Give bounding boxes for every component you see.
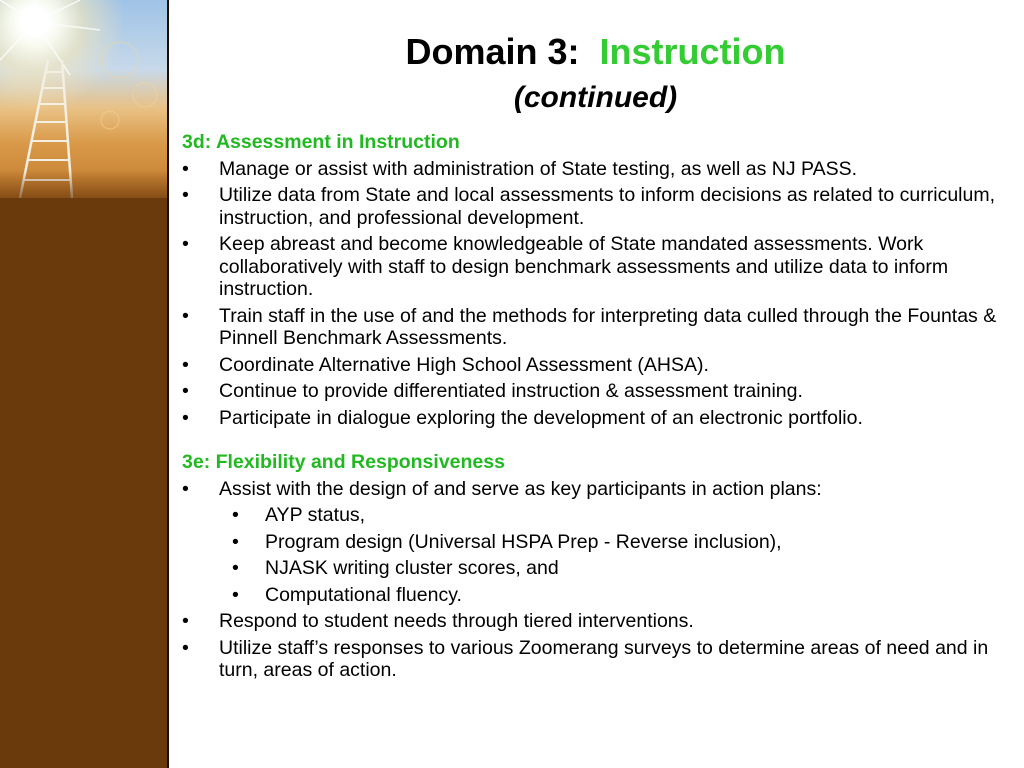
bullet: • bbox=[182, 157, 189, 180]
list-item bbox=[182, 233, 1002, 301]
title-accent: Instruction bbox=[599, 31, 786, 72]
bullet: • bbox=[182, 233, 189, 255]
bullet: • bbox=[182, 636, 189, 659]
list-item bbox=[182, 637, 1002, 682]
side-panel-fade bbox=[0, 170, 167, 210]
section-heading-3e: 3e: Flexibility and Responsiveness bbox=[182, 451, 505, 473]
bullet: • bbox=[232, 557, 239, 579]
sub-list-item bbox=[182, 531, 1002, 554]
side-decorative-panel bbox=[0, 0, 169, 768]
slide-content bbox=[182, 131, 1002, 682]
list-item bbox=[182, 158, 1002, 181]
section-heading-3d: 3d: Assessment in Instruction bbox=[182, 131, 460, 153]
list-item-text: Keep abreast and become knowledgeable of State mandated assessments. Work collaboratively with staff to design benchmark assessments and utilize data to inform instruction. bbox=[219, 233, 949, 300]
sub-list-item bbox=[182, 584, 1002, 607]
list-item-text: Continue to provide differentiated instruction & assessment training. bbox=[219, 380, 803, 402]
bullet: • bbox=[232, 583, 239, 606]
list-item-text: Assist with the design of and serve as key participants in action plans: bbox=[219, 477, 822, 500]
sun-ladder-image bbox=[0, 0, 167, 198]
list-item-text: Participate in dialogue exploring the development of an electronic portfolio. bbox=[219, 406, 863, 429]
list-item bbox=[182, 305, 1002, 350]
sub-list-item-text: Program design (Universal HSPA Prep - Reverse inclusion), bbox=[265, 530, 782, 553]
list-item-text: Coordinate Alternative High School Assessment (AHSA). bbox=[219, 353, 709, 376]
bullet: • bbox=[232, 530, 239, 553]
bullet: • bbox=[182, 353, 189, 376]
title-prefix: Domain 3: bbox=[405, 31, 580, 72]
bullet: • bbox=[182, 380, 189, 402]
bullet: • bbox=[182, 406, 189, 429]
bullet: • bbox=[232, 504, 239, 526]
list-item bbox=[182, 354, 1002, 377]
list-item bbox=[182, 407, 1002, 430]
list-item bbox=[182, 184, 1002, 229]
list-item bbox=[182, 380, 1002, 403]
sub-list-item-text: Computational fluency. bbox=[265, 583, 462, 606]
list-item-text: Utilize staff’s responses to various Zoomerang surveys to determine areas of need and in turn, areas of action. bbox=[219, 636, 989, 681]
list-item bbox=[182, 478, 1002, 501]
slide-subtitle: (continued) bbox=[513, 81, 678, 114]
bullet: • bbox=[182, 304, 189, 327]
sub-list-item-text: AYP status, bbox=[265, 504, 366, 526]
list-item-text: Respond to student needs through tiered interventions. bbox=[219, 610, 694, 632]
list-item-text: Utilize data from State and local assessments to inform decisions as related to curriculum, instruction, and professional development. bbox=[219, 184, 996, 229]
bullet: • bbox=[182, 477, 189, 500]
sub-list-item-text: NJASK writing cluster scores, and bbox=[265, 557, 559, 579]
sub-list-item bbox=[182, 504, 1002, 527]
slide-title bbox=[167, 30, 1024, 74]
list-item-text: Train staff in the use of and the methods for interpreting data culled through the Fountas & Pinnell Benchmark Assessments. bbox=[219, 304, 997, 349]
list-item-text: Manage or assist with administration of State testing, as well as NJ PASS. bbox=[219, 157, 858, 180]
section-spacer bbox=[182, 429, 1002, 451]
sub-list-item bbox=[182, 557, 1002, 580]
list-item bbox=[182, 610, 1002, 633]
bullet: • bbox=[182, 184, 189, 206]
bullet: • bbox=[182, 610, 189, 632]
